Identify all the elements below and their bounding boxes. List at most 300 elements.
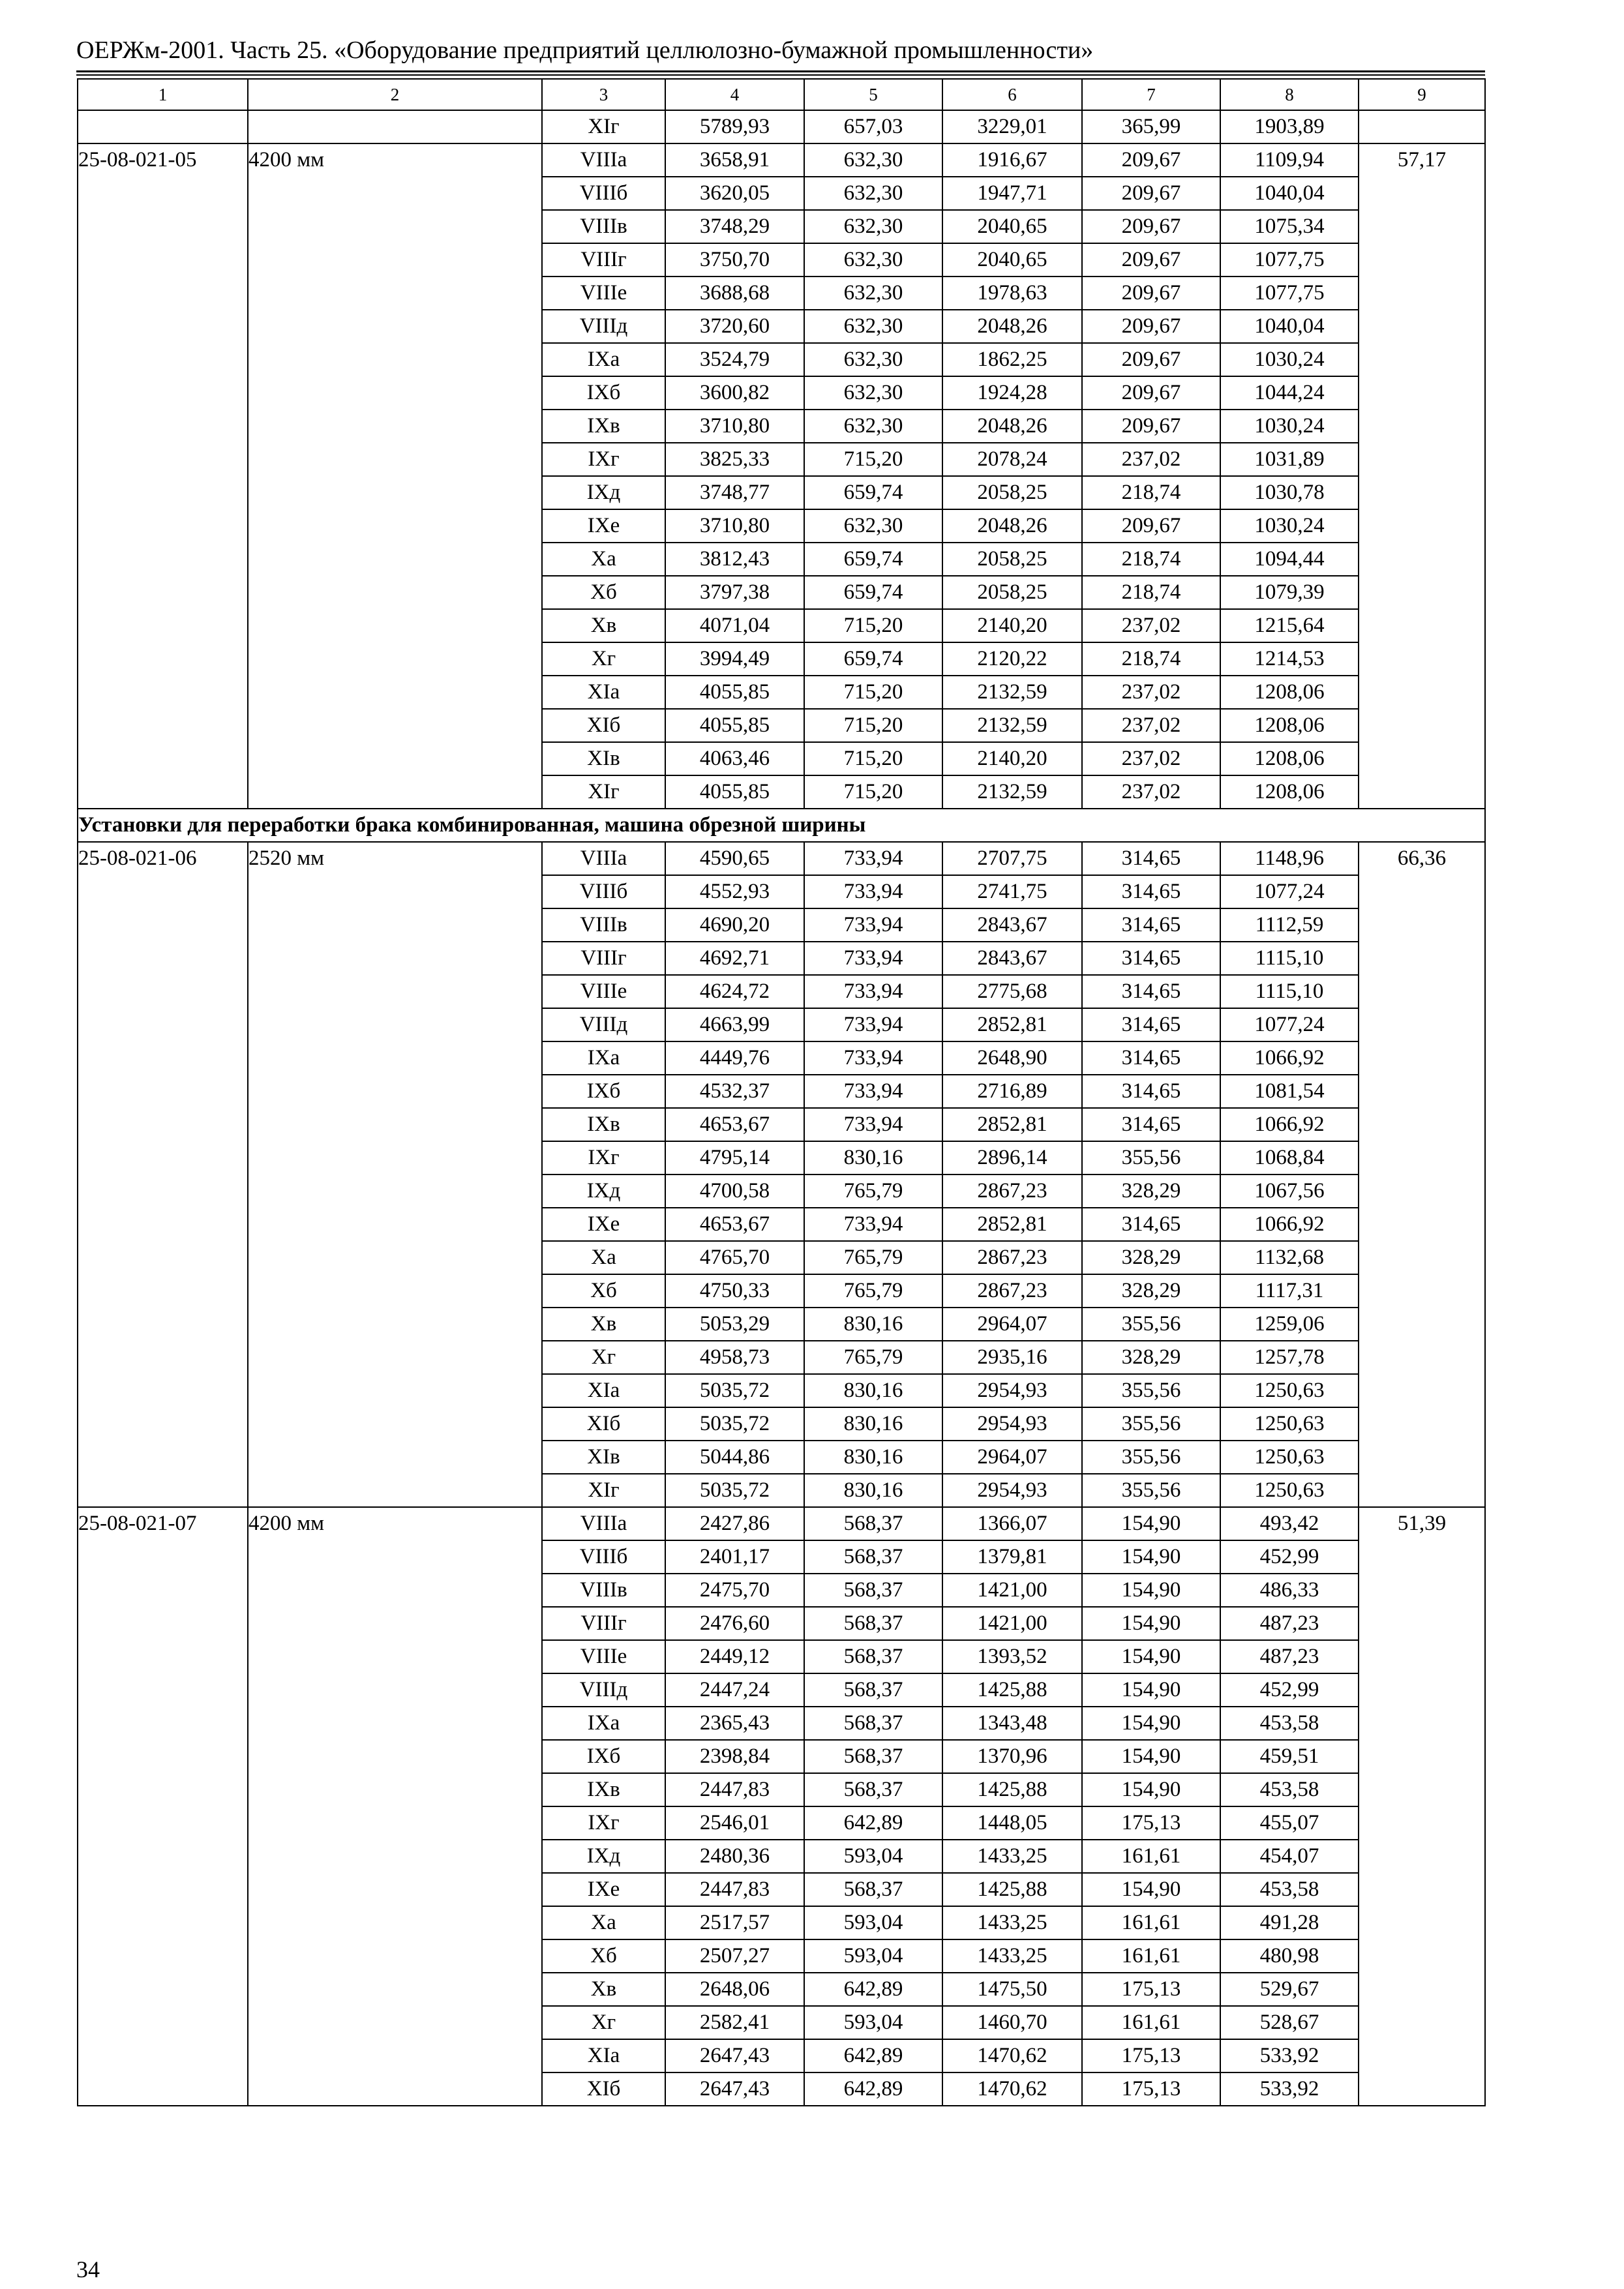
- value-cell: 1393,52: [942, 1640, 1082, 1673]
- region-cell: VIIIд: [542, 1008, 665, 1041]
- value-cell: 154,90: [1082, 1873, 1220, 1906]
- header-rule-thin: [76, 74, 1485, 76]
- region-cell: XIа: [542, 676, 665, 709]
- value-cell: 5035,72: [665, 1474, 804, 1507]
- value-cell: 1250,63: [1220, 1374, 1359, 1407]
- value-cell: 2040,65: [942, 210, 1082, 243]
- value-cell: 632,30: [804, 177, 942, 210]
- value-cell: 1112,59: [1220, 908, 1359, 942]
- table-row: [78, 143, 1485, 177]
- value-cell: 328,29: [1082, 1174, 1220, 1208]
- region-cell: IXг: [542, 1806, 665, 1840]
- region-cell: Xб: [542, 1274, 665, 1308]
- section-title: Установки для переработки брака комбинированная, машина обрезной ширины: [78, 809, 1485, 842]
- region-cell: XIг: [542, 775, 665, 809]
- value-cell: 632,30: [804, 410, 942, 443]
- value-cell: 830,16: [804, 1141, 942, 1174]
- value-cell: 1115,10: [1220, 975, 1359, 1008]
- region-cell: VIIIг: [542, 243, 665, 277]
- value-cell: 2582,41: [665, 2006, 804, 2039]
- value-cell: 1094,44: [1220, 543, 1359, 576]
- value-cell: 1077,75: [1220, 243, 1359, 277]
- value-cell: 715,20: [804, 443, 942, 476]
- value-cell: 3658,91: [665, 143, 804, 177]
- value-cell: 533,92: [1220, 2072, 1359, 2106]
- value-cell: 314,65: [1082, 975, 1220, 1008]
- value-cell: 154,90: [1082, 1507, 1220, 1540]
- region-cell: IXг: [542, 1141, 665, 1174]
- value-cell: 2964,07: [942, 1308, 1082, 1341]
- value-cell: 568,37: [804, 1640, 942, 1673]
- region-cell: Xв: [542, 1973, 665, 2006]
- region-cell: XIв: [542, 1441, 665, 1474]
- value-cell: 2058,25: [942, 476, 1082, 509]
- value-cell: 486,33: [1220, 1574, 1359, 1607]
- value-cell: 2427,86: [665, 1507, 804, 1540]
- value-cell: 2132,59: [942, 709, 1082, 742]
- value-cell: 154,90: [1082, 1673, 1220, 1707]
- value-cell: 5053,29: [665, 1308, 804, 1341]
- value-cell: 2867,23: [942, 1274, 1082, 1308]
- value-cell: 1460,70: [942, 2006, 1082, 2039]
- region-cell: XIб: [542, 2072, 665, 2106]
- value-cell: 765,79: [804, 1341, 942, 1374]
- value-cell: 355,56: [1082, 1474, 1220, 1507]
- value-cell: 568,37: [804, 1707, 942, 1740]
- value-cell: 2048,26: [942, 310, 1082, 343]
- value-cell: 209,67: [1082, 343, 1220, 376]
- region-cell: IXб: [542, 1740, 665, 1773]
- value-cell: 568,37: [804, 1607, 942, 1640]
- value-cell: 209,67: [1082, 243, 1220, 277]
- region-cell: VIIIб: [542, 177, 665, 210]
- value-cell: 632,30: [804, 143, 942, 177]
- value-cell: 2398,84: [665, 1740, 804, 1773]
- value-cell: 2843,67: [942, 942, 1082, 975]
- value-cell: 1916,67: [942, 143, 1082, 177]
- value-cell: 593,04: [804, 1840, 942, 1873]
- value-cell: 2401,17: [665, 1540, 804, 1574]
- value-cell: 2716,89: [942, 1075, 1082, 1108]
- value-cell: 314,65: [1082, 1075, 1220, 1108]
- value-cell: 355,56: [1082, 1141, 1220, 1174]
- value-cell: 2447,83: [665, 1873, 804, 1906]
- region-cell: VIIIб: [542, 875, 665, 908]
- value-cell: 328,29: [1082, 1274, 1220, 1308]
- region-cell: Xа: [542, 1241, 665, 1274]
- value-cell: 1040,04: [1220, 310, 1359, 343]
- value-cell: 2048,26: [942, 410, 1082, 443]
- region-cell: VIIIе: [542, 1640, 665, 1673]
- value-cell: 314,65: [1082, 942, 1220, 975]
- value-cell: 314,65: [1082, 1208, 1220, 1241]
- value-cell: 1132,68: [1220, 1241, 1359, 1274]
- value-cell: 733,94: [804, 942, 942, 975]
- value-cell: 733,94: [804, 1075, 942, 1108]
- value-cell: 4055,85: [665, 775, 804, 809]
- value-cell: 2648,90: [942, 1041, 1082, 1075]
- value-cell: 1077,24: [1220, 1008, 1359, 1041]
- rate-code: [78, 110, 248, 143]
- value-cell: 4750,33: [665, 1274, 804, 1308]
- value-cell: 1433,25: [942, 1906, 1082, 1939]
- price-table: [77, 78, 1486, 2106]
- value-cell: 1040,04: [1220, 177, 1359, 210]
- value-cell: 237,02: [1082, 609, 1220, 642]
- region-cell: Xв: [542, 1308, 665, 1341]
- value-cell: 1470,62: [942, 2072, 1082, 2106]
- value-cell: 1366,07: [942, 1507, 1082, 1540]
- value-cell: 154,90: [1082, 1540, 1220, 1574]
- value-cell: 2040,65: [942, 243, 1082, 277]
- value-cell: 1903,89: [1220, 110, 1359, 143]
- value-cell: 1259,06: [1220, 1308, 1359, 1341]
- value-cell: 355,56: [1082, 1407, 1220, 1441]
- value-cell: 642,89: [804, 2039, 942, 2072]
- value-cell: 454,07: [1220, 1840, 1359, 1873]
- value-cell: 3748,77: [665, 476, 804, 509]
- value-cell: 1030,24: [1220, 343, 1359, 376]
- value-cell: 4653,67: [665, 1108, 804, 1141]
- value-cell: 830,16: [804, 1407, 942, 1441]
- value-cell: 154,90: [1082, 1740, 1220, 1773]
- column-number: 4: [665, 79, 804, 110]
- value-cell: 3524,79: [665, 343, 804, 376]
- region-cell: VIIIг: [542, 1607, 665, 1640]
- value-cell: 314,65: [1082, 875, 1220, 908]
- value-cell: 1947,71: [942, 177, 1082, 210]
- region-cell: VIIIе: [542, 277, 665, 310]
- value-cell: 533,92: [1220, 2039, 1359, 2072]
- value-cell: 355,56: [1082, 1374, 1220, 1407]
- value-cell: 1075,34: [1220, 210, 1359, 243]
- value-cell: 487,23: [1220, 1607, 1359, 1640]
- value-cell: 209,67: [1082, 509, 1220, 543]
- value-cell: 175,13: [1082, 1806, 1220, 1840]
- value-cell: 1031,89: [1220, 443, 1359, 476]
- value-cell: 209,67: [1082, 310, 1220, 343]
- value-cell: 491,28: [1220, 1906, 1359, 1939]
- value-cell: 175,13: [1082, 2039, 1220, 2072]
- value-cell: 1215,64: [1220, 609, 1359, 642]
- region-cell: Xб: [542, 576, 665, 609]
- region-cell: VIIIв: [542, 1574, 665, 1607]
- value-cell: 365,99: [1082, 110, 1220, 143]
- value-cell: 2132,59: [942, 676, 1082, 709]
- value-cell: 3229,01: [942, 110, 1082, 143]
- value-cell: 4700,58: [665, 1174, 804, 1208]
- value-cell: 2954,93: [942, 1407, 1082, 1441]
- value-cell: 632,30: [804, 509, 942, 543]
- value-cell: 2449,12: [665, 1640, 804, 1673]
- value-cell: 209,67: [1082, 410, 1220, 443]
- value-cell: 568,37: [804, 1540, 942, 1574]
- value-cell: 568,37: [804, 1773, 942, 1806]
- value-cell: 2048,26: [942, 509, 1082, 543]
- value-cell: 1030,24: [1220, 509, 1359, 543]
- value-cell: 455,07: [1220, 1806, 1359, 1840]
- value-cell: 154,90: [1082, 1607, 1220, 1640]
- value-cell: 459,51: [1220, 1740, 1359, 1773]
- region-cell: VIIIб: [542, 1540, 665, 1574]
- value-cell: 453,58: [1220, 1873, 1359, 1906]
- value-cell: 2447,24: [665, 1673, 804, 1707]
- value-cell: 1077,75: [1220, 277, 1359, 310]
- value-cell: 2365,43: [665, 1707, 804, 1740]
- value-cell: 1433,25: [942, 1939, 1082, 1973]
- value-cell: 593,04: [804, 1906, 942, 1939]
- value-cell: 765,79: [804, 1274, 942, 1308]
- value-cell: 632,30: [804, 277, 942, 310]
- value-cell: 1079,39: [1220, 576, 1359, 609]
- value-cell: 765,79: [804, 1174, 942, 1208]
- value-cell: 2078,24: [942, 443, 1082, 476]
- value-cell: 733,94: [804, 1008, 942, 1041]
- value-cell: 4663,99: [665, 1008, 804, 1041]
- rate-last-value: [1359, 110, 1485, 143]
- value-cell: 568,37: [804, 1673, 942, 1707]
- value-cell: 218,74: [1082, 476, 1220, 509]
- value-cell: 2964,07: [942, 1441, 1082, 1474]
- region-cell: Xа: [542, 543, 665, 576]
- value-cell: 1208,06: [1220, 709, 1359, 742]
- value-cell: 632,30: [804, 343, 942, 376]
- value-cell: 175,13: [1082, 2072, 1220, 2106]
- value-cell: 1208,06: [1220, 676, 1359, 709]
- value-cell: 5035,72: [665, 1407, 804, 1441]
- value-cell: 1924,28: [942, 376, 1082, 410]
- section-title-row: [78, 809, 1485, 842]
- value-cell: 1067,56: [1220, 1174, 1359, 1208]
- region-cell: XIг: [542, 1474, 665, 1507]
- value-cell: 4795,14: [665, 1141, 804, 1174]
- value-cell: 632,30: [804, 310, 942, 343]
- value-cell: 3797,38: [665, 576, 804, 609]
- value-cell: 237,02: [1082, 742, 1220, 775]
- value-cell: 659,74: [804, 576, 942, 609]
- value-cell: 733,94: [804, 1041, 942, 1075]
- region-cell: VIIIе: [542, 975, 665, 1008]
- value-cell: 3600,82: [665, 376, 804, 410]
- region-cell: IXе: [542, 509, 665, 543]
- value-cell: 2517,57: [665, 1906, 804, 1939]
- value-cell: 2447,83: [665, 1773, 804, 1806]
- value-cell: 314,65: [1082, 1008, 1220, 1041]
- value-cell: 161,61: [1082, 2006, 1220, 2039]
- value-cell: 733,94: [804, 975, 942, 1008]
- value-cell: 487,23: [1220, 1640, 1359, 1673]
- value-cell: 3825,33: [665, 443, 804, 476]
- value-cell: 1208,06: [1220, 775, 1359, 809]
- value-cell: 154,90: [1082, 1773, 1220, 1806]
- value-cell: 314,65: [1082, 1108, 1220, 1141]
- value-cell: 830,16: [804, 1474, 942, 1507]
- value-cell: 453,58: [1220, 1707, 1359, 1740]
- rate-code: 25-08-021-07: [78, 1507, 248, 2106]
- value-cell: 715,20: [804, 742, 942, 775]
- value-cell: 1250,63: [1220, 1407, 1359, 1441]
- value-cell: 2843,67: [942, 908, 1082, 942]
- region-cell: IXд: [542, 1174, 665, 1208]
- value-cell: 4055,85: [665, 709, 804, 742]
- value-cell: 4690,20: [665, 908, 804, 942]
- value-cell: 2954,93: [942, 1374, 1082, 1407]
- rate-last-value: 57,17: [1359, 143, 1485, 809]
- table-row: [78, 842, 1485, 875]
- value-cell: 452,99: [1220, 1540, 1359, 1574]
- value-cell: 568,37: [804, 1873, 942, 1906]
- region-cell: IXб: [542, 376, 665, 410]
- column-number: 2: [248, 79, 542, 110]
- column-number: 6: [942, 79, 1082, 110]
- value-cell: 715,20: [804, 676, 942, 709]
- value-cell: 4552,93: [665, 875, 804, 908]
- value-cell: 830,16: [804, 1308, 942, 1341]
- table-row: [78, 1507, 1485, 1540]
- value-cell: 218,74: [1082, 576, 1220, 609]
- value-cell: 2775,68: [942, 975, 1082, 1008]
- value-cell: 161,61: [1082, 1939, 1220, 1973]
- region-cell: IXв: [542, 410, 665, 443]
- value-cell: 3710,80: [665, 410, 804, 443]
- rate-name: [248, 110, 542, 143]
- value-cell: 642,89: [804, 1973, 942, 2006]
- table-row: [78, 110, 1485, 143]
- value-cell: 2867,23: [942, 1174, 1082, 1208]
- value-cell: 659,74: [804, 543, 942, 576]
- value-cell: 1066,92: [1220, 1108, 1359, 1141]
- header-rule: [76, 70, 1485, 72]
- region-cell: Xв: [542, 609, 665, 642]
- region-cell: IXе: [542, 1208, 665, 1241]
- value-cell: 3748,29: [665, 210, 804, 243]
- column-number: 7: [1082, 79, 1220, 110]
- value-cell: 1030,78: [1220, 476, 1359, 509]
- region-cell: IXе: [542, 1873, 665, 1906]
- value-cell: 657,03: [804, 110, 942, 143]
- value-cell: 715,20: [804, 775, 942, 809]
- value-cell: 4958,73: [665, 1341, 804, 1374]
- value-cell: 154,90: [1082, 1574, 1220, 1607]
- region-cell: IXа: [542, 1707, 665, 1740]
- value-cell: 161,61: [1082, 1840, 1220, 1873]
- value-cell: 1117,31: [1220, 1274, 1359, 1308]
- value-cell: 2741,75: [942, 875, 1082, 908]
- column-number: 3: [542, 79, 665, 110]
- region-cell: Xа: [542, 1906, 665, 1939]
- region-cell: IXд: [542, 1840, 665, 1873]
- value-cell: 1030,24: [1220, 410, 1359, 443]
- value-cell: 568,37: [804, 1574, 942, 1607]
- region-cell: XIа: [542, 1374, 665, 1407]
- value-cell: 593,04: [804, 1939, 942, 1973]
- rate-last-value: 66,36: [1359, 842, 1485, 1507]
- value-cell: 3688,68: [665, 277, 804, 310]
- region-cell: XIб: [542, 709, 665, 742]
- column-number: 5: [804, 79, 942, 110]
- value-cell: 209,67: [1082, 277, 1220, 310]
- region-cell: Xг: [542, 1341, 665, 1374]
- value-cell: 4692,71: [665, 942, 804, 975]
- value-cell: 2896,14: [942, 1141, 1082, 1174]
- value-cell: 3994,49: [665, 642, 804, 676]
- value-cell: 1250,63: [1220, 1441, 1359, 1474]
- value-cell: 733,94: [804, 875, 942, 908]
- value-cell: 4590,65: [665, 842, 804, 875]
- value-cell: 1470,62: [942, 2039, 1082, 2072]
- value-cell: 733,94: [804, 1208, 942, 1241]
- value-cell: 2120,22: [942, 642, 1082, 676]
- value-cell: 2954,93: [942, 1474, 1082, 1507]
- value-cell: 452,99: [1220, 1673, 1359, 1707]
- value-cell: 642,89: [804, 1806, 942, 1840]
- value-cell: 237,02: [1082, 443, 1220, 476]
- column-number: 9: [1359, 79, 1485, 110]
- value-cell: 1068,84: [1220, 1141, 1359, 1174]
- value-cell: 5035,72: [665, 1374, 804, 1407]
- value-cell: 2852,81: [942, 1008, 1082, 1041]
- value-cell: 175,13: [1082, 1973, 1220, 2006]
- value-cell: 1109,94: [1220, 143, 1359, 177]
- value-cell: 2648,06: [665, 1973, 804, 2006]
- value-cell: 2546,01: [665, 1806, 804, 1840]
- value-cell: 2935,16: [942, 1341, 1082, 1374]
- region-cell: VIIIг: [542, 942, 665, 975]
- value-cell: 209,67: [1082, 177, 1220, 210]
- value-cell: 3750,70: [665, 243, 804, 277]
- page-header-title: ОЕРЖм-2001. Часть 25. «Оборудование предприятий целлюлозно-бумажной промышленности»: [76, 37, 1094, 64]
- value-cell: 2140,20: [942, 742, 1082, 775]
- value-cell: 2132,59: [942, 775, 1082, 809]
- value-cell: 1425,88: [942, 1773, 1082, 1806]
- value-cell: 1475,50: [942, 1973, 1082, 2006]
- value-cell: 1148,96: [1220, 842, 1359, 875]
- region-cell: XIг: [542, 110, 665, 143]
- region-cell: VIIIа: [542, 842, 665, 875]
- region-cell: Xб: [542, 1939, 665, 1973]
- value-cell: 237,02: [1082, 709, 1220, 742]
- region-cell: IXа: [542, 1041, 665, 1075]
- value-cell: 4449,76: [665, 1041, 804, 1075]
- column-number: 1: [78, 79, 248, 110]
- region-cell: XIа: [542, 2039, 665, 2072]
- value-cell: 2507,27: [665, 1939, 804, 1973]
- value-cell: 1077,24: [1220, 875, 1359, 908]
- value-cell: 1862,25: [942, 343, 1082, 376]
- value-cell: 632,30: [804, 243, 942, 277]
- value-cell: 4532,37: [665, 1075, 804, 1108]
- rate-name: 4200 мм: [248, 1507, 542, 2106]
- region-cell: VIIIд: [542, 1673, 665, 1707]
- region-cell: Xг: [542, 2006, 665, 2039]
- value-cell: 529,67: [1220, 1973, 1359, 2006]
- value-cell: 733,94: [804, 1108, 942, 1141]
- value-cell: 715,20: [804, 709, 942, 742]
- value-cell: 733,94: [804, 842, 942, 875]
- value-cell: 642,89: [804, 2072, 942, 2106]
- value-cell: 355,56: [1082, 1441, 1220, 1474]
- value-cell: 493,42: [1220, 1507, 1359, 1540]
- value-cell: 1115,10: [1220, 942, 1359, 975]
- value-cell: 2647,43: [665, 2072, 804, 2106]
- value-cell: 4055,85: [665, 676, 804, 709]
- region-cell: Xг: [542, 642, 665, 676]
- value-cell: 314,65: [1082, 908, 1220, 942]
- value-cell: 3710,80: [665, 509, 804, 543]
- region-cell: IXб: [542, 1075, 665, 1108]
- value-cell: 659,74: [804, 476, 942, 509]
- value-cell: 1425,88: [942, 1873, 1082, 1906]
